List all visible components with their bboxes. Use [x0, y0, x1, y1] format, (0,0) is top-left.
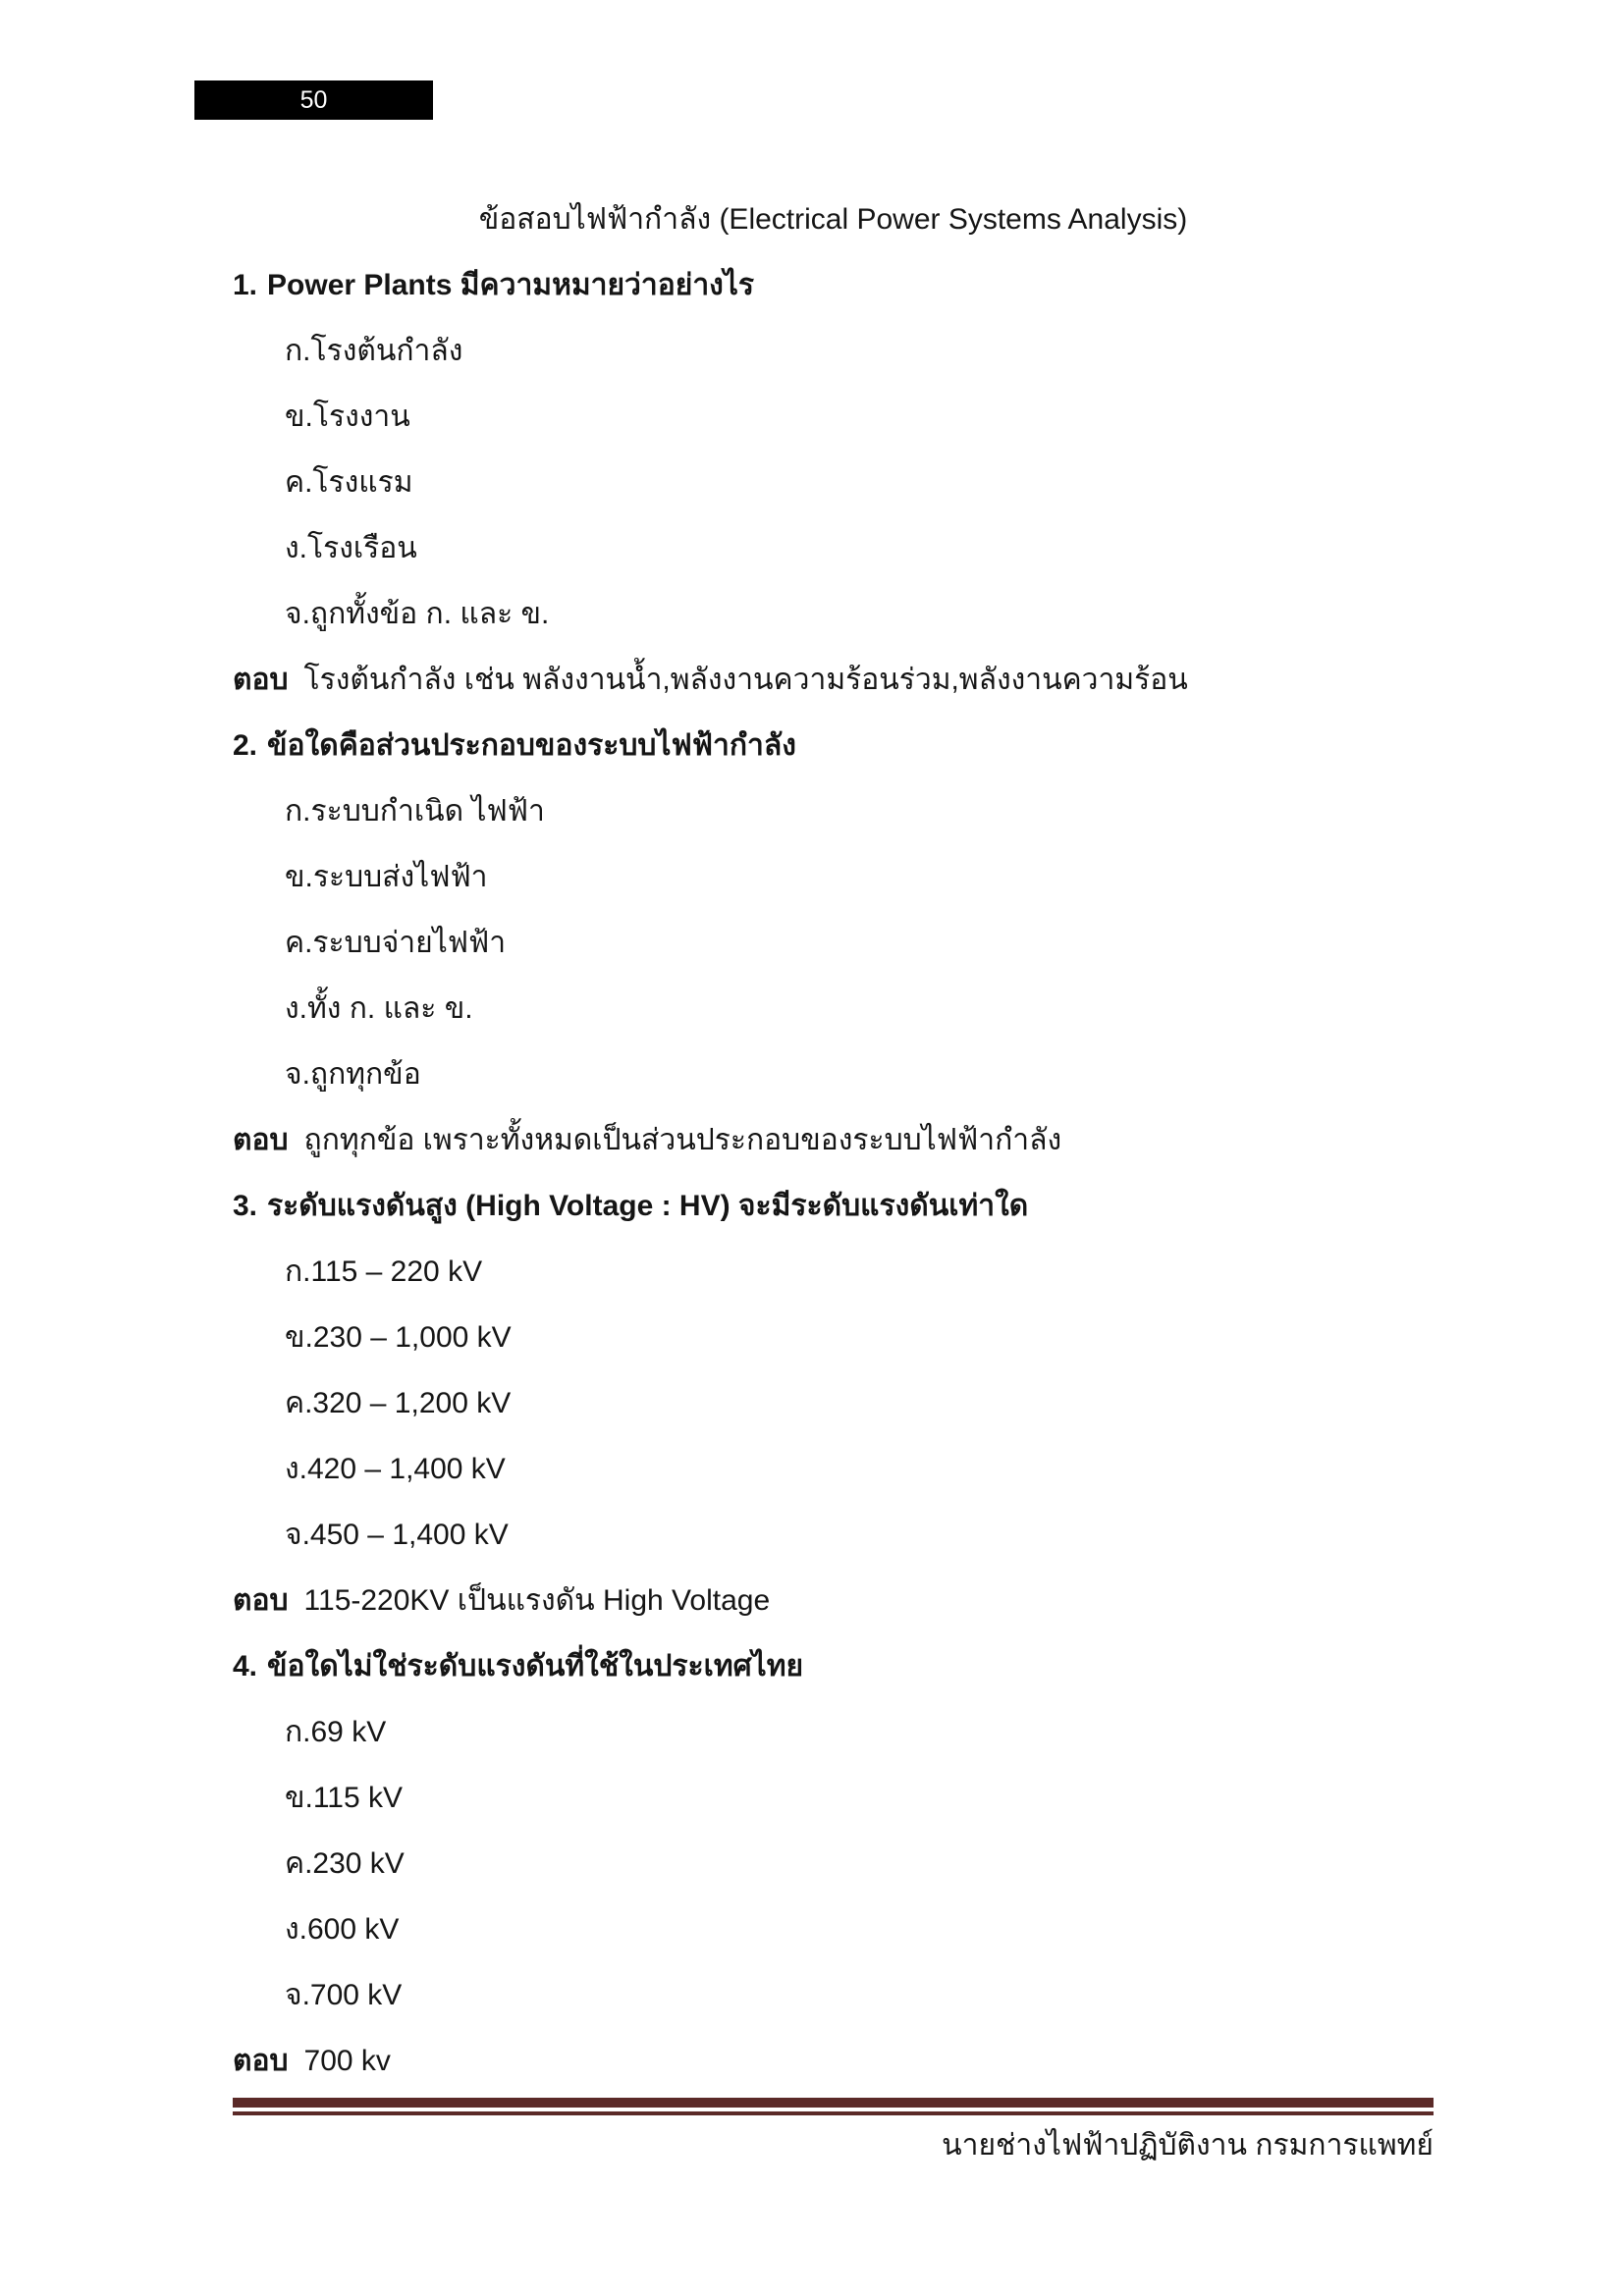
answer-text: 115-220KV เป็นแรงดัน High Voltage — [303, 1584, 771, 1617]
choice-item: จ.450 – 1,400 kV — [285, 1519, 509, 1551]
question-heading — [233, 1633, 1434, 1699]
page-number: 50 — [299, 85, 328, 114]
choice-item: ค.ระบบจ่ายไฟฟ้า — [285, 927, 507, 959]
question-number: 2. — [233, 729, 258, 762]
answer-prefix: ตอบ — [233, 1584, 289, 1617]
question-block — [233, 1173, 1434, 1633]
choice-item: จ.ถูกทั้งข้อ ก. และ ข. — [285, 598, 550, 630]
question-text: Power Plants มีความหมายว่าอย่างไร — [267, 269, 755, 301]
question-text: ระดับแรงดันสูง (High Voltage : HV) จะมีระดับแรงดันเท่าใด — [267, 1190, 1029, 1222]
choice-item: ก.โรงต้นกำลัง — [285, 335, 463, 367]
footer-divider-thick-line — [233, 2098, 1434, 2108]
answer-prefix: ตอบ — [233, 1124, 289, 1156]
answer-text: ถูกทุกข้อ เพราะทั้งหมดเป็นส่วนประกอบของระบบไฟฟ้ากำลัง — [303, 1124, 1062, 1156]
choice-item: ง.ทั้ง ก. และ ข. — [285, 992, 473, 1025]
choice-item: ก.ระบบกำเนิด ไฟฟ้า — [285, 795, 545, 828]
answer-line — [233, 647, 1434, 713]
page-number-badge — [194, 80, 433, 120]
answer-text: โรงต้นกำลัง เช่น พลังงานน้ำ,พลังงานความร้อนร่วม,พลังงานความร้อน — [303, 664, 1188, 696]
choice-item: ข.115 kV — [285, 1782, 404, 1814]
choice-item: ง.600 kV — [285, 1913, 400, 1946]
choice-item: ง.420 – 1,400 kV — [285, 1453, 506, 1485]
question-heading — [233, 1173, 1434, 1239]
question-text: ข้อใดไม่ใช่ระดับแรงดันที่ใช้ในประเทศไทย — [267, 1650, 804, 1682]
answer-line — [233, 2028, 1434, 2094]
footer-divider — [233, 2098, 1434, 2115]
question-heading — [233, 252, 1434, 318]
answer-prefix: ตอบ — [233, 664, 289, 696]
choice-item: ก.69 kV — [285, 1716, 387, 1748]
answer-prefix: ตอบ — [233, 2045, 289, 2077]
question-number: 1. — [233, 269, 258, 301]
choice-item: ข.ระบบส่งไฟฟ้า — [285, 861, 488, 893]
choice-item: ค.230 kV — [285, 1847, 405, 1880]
choice-item: จ.700 kV — [285, 1979, 403, 2011]
page-title: ข้อสอบไฟฟ้ากำลัง (Electrical Power Systems Analysis) — [478, 203, 1188, 236]
choice-item: ค.320 – 1,200 kV — [285, 1387, 512, 1419]
question-number: 4. — [233, 1650, 258, 1682]
choice-item: ค.โรงแรม — [285, 466, 413, 499]
choice-item: ง.โรงเรือน — [285, 532, 417, 564]
question-heading — [233, 713, 1434, 778]
answer-text: 700 kv — [303, 2045, 391, 2077]
choice-item: ข.230 – 1,000 kV — [285, 1321, 512, 1354]
question-block — [233, 713, 1434, 1173]
choice-item: ข.โรงงาน — [285, 400, 410, 433]
question-text: ข้อใดคือส่วนประกอบของระบบไฟฟ้ากำลัง — [267, 729, 796, 762]
choice-item: จ.ถูกทุกข้อ — [285, 1058, 421, 1091]
question-block — [233, 1633, 1434, 2094]
answer-line — [233, 1107, 1434, 1173]
question-block — [233, 252, 1434, 713]
footer-text: นายช่างไฟฟ้าปฏิบัติงาน กรมการแพทย์ — [942, 2129, 1434, 2162]
choice-item: ก.115 – 220 kV — [285, 1255, 483, 1288]
document-content — [233, 187, 1434, 2176]
question-number: 3. — [233, 1190, 258, 1222]
answer-line — [233, 1568, 1434, 1633]
